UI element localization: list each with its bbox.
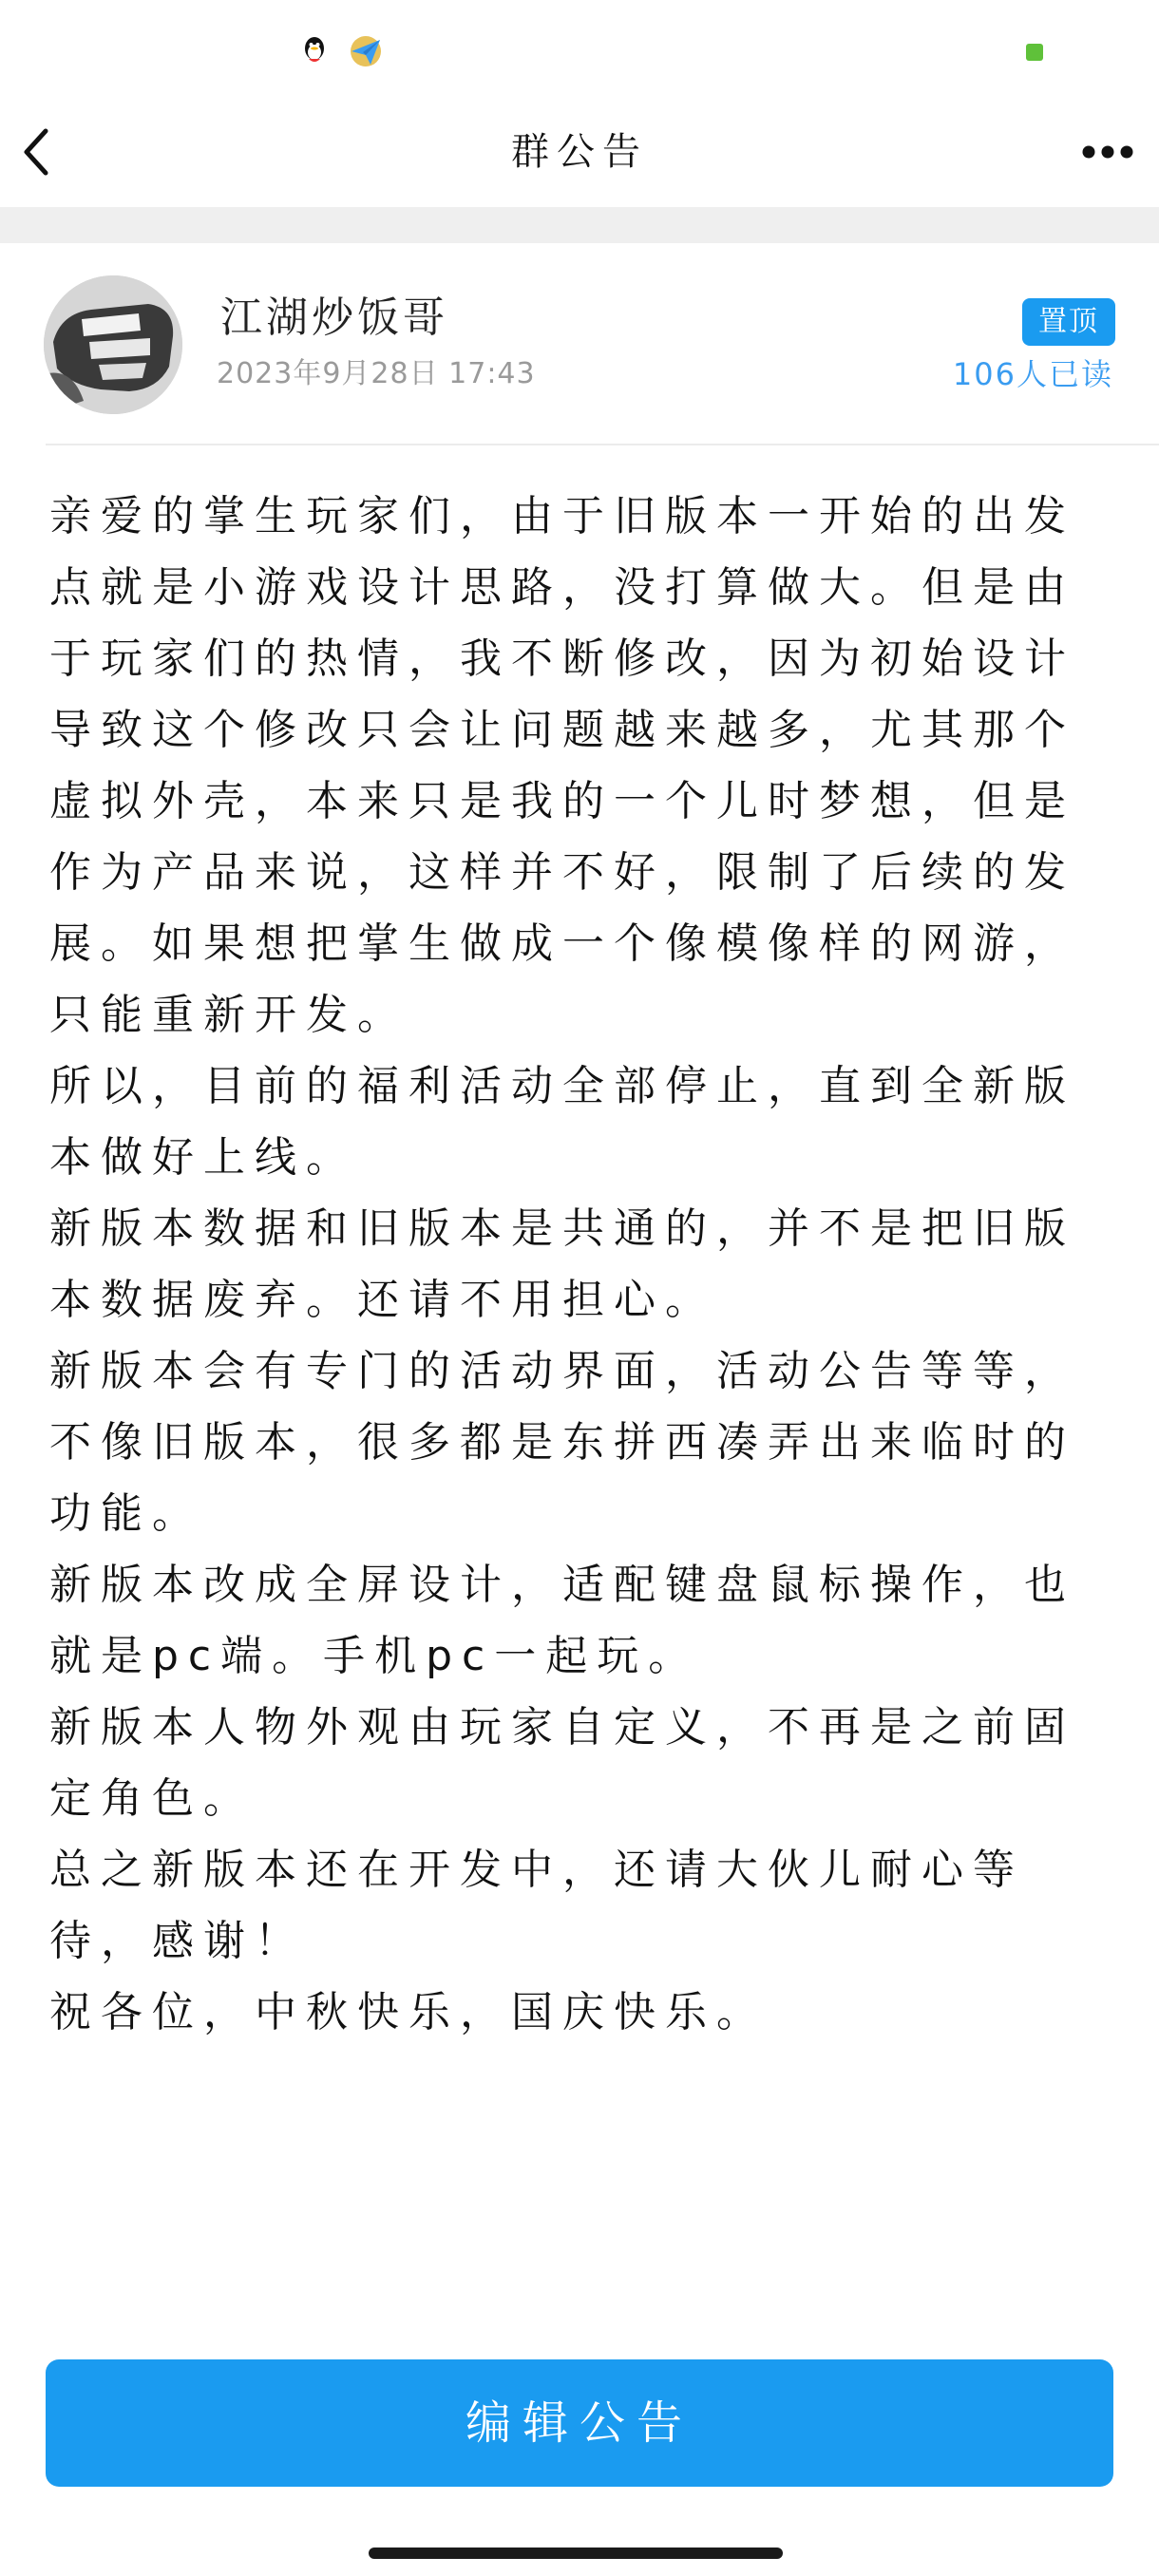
qq-penguin-icon (302, 36, 327, 65)
status-indicator (1026, 44, 1043, 61)
announcement-paragraph: 新版本改成全屏设计，适配键盘鼠标操作，也就是pc端。手机pc一起玩。 (49, 1561, 1075, 1680)
announcement-paragraph: 祝各位，中秋快乐，国庆快乐。 (49, 1988, 768, 2036)
post-timestamp: 2023年9月28日 17:43 (217, 357, 536, 390)
fist-avatar-image (44, 275, 182, 414)
status-bar (0, 0, 1159, 104)
announcement-paragraph: 亲爱的掌生玩家们，由于旧版本一开始的出发点就是小游戏设计思路，没打算做大。但是由于玩家们的热情，我不断修改，因为初始设计导致这个修改只会让问题越来越多，尤其那个虚拟外壳，本来只是我的一个儿时梦想，但是作为产品来说，这样并不好，限制了后续的发展。如果想把掌生做成一个像模像样的网游，只能重新开发。 (49, 492, 1075, 1039)
announcement-paragraph: 所以，目前的福利活动全部停止，直到全新版本做好上线。 (49, 1062, 1075, 1182)
announcement-paragraph: 总之新版本还在开发中，还请大伙儿耐心等待，感谢！ (49, 1846, 1024, 1965)
page-title: 群公告 (511, 130, 648, 174)
pinned-badge: 置顶 (1022, 298, 1115, 346)
edit-announcement-button[interactable]: 编辑公告 (46, 2359, 1113, 2487)
home-indicator[interactable] (369, 2548, 783, 2559)
navigation-bar (0, 104, 1159, 207)
announcement-paragraph: 新版本会有专门的活动界面，活动公告等等，不像旧版本，很多都是东拼西凑弄出来临时的功能。 (49, 1347, 1075, 1538)
section-separator (0, 207, 1159, 243)
more-dots-icon[interactable] (1079, 133, 1136, 171)
header-divider (46, 444, 1159, 445)
author-avatar[interactable] (44, 275, 182, 414)
announcement-body (49, 481, 1113, 2048)
announcement-paragraph: 新版本人物外观由玩家自定义，不再是之前固定角色。 (49, 1703, 1075, 1823)
author-name: 江湖炒饭哥 (220, 294, 448, 342)
paper-plane-icon (346, 34, 386, 68)
announcement-paragraph: 新版本数据和旧版本是共通的，并不是把旧版本数据废弃。还请不用担心。 (49, 1204, 1075, 1324)
read-count-link[interactable]: 106人已读 (952, 356, 1113, 392)
